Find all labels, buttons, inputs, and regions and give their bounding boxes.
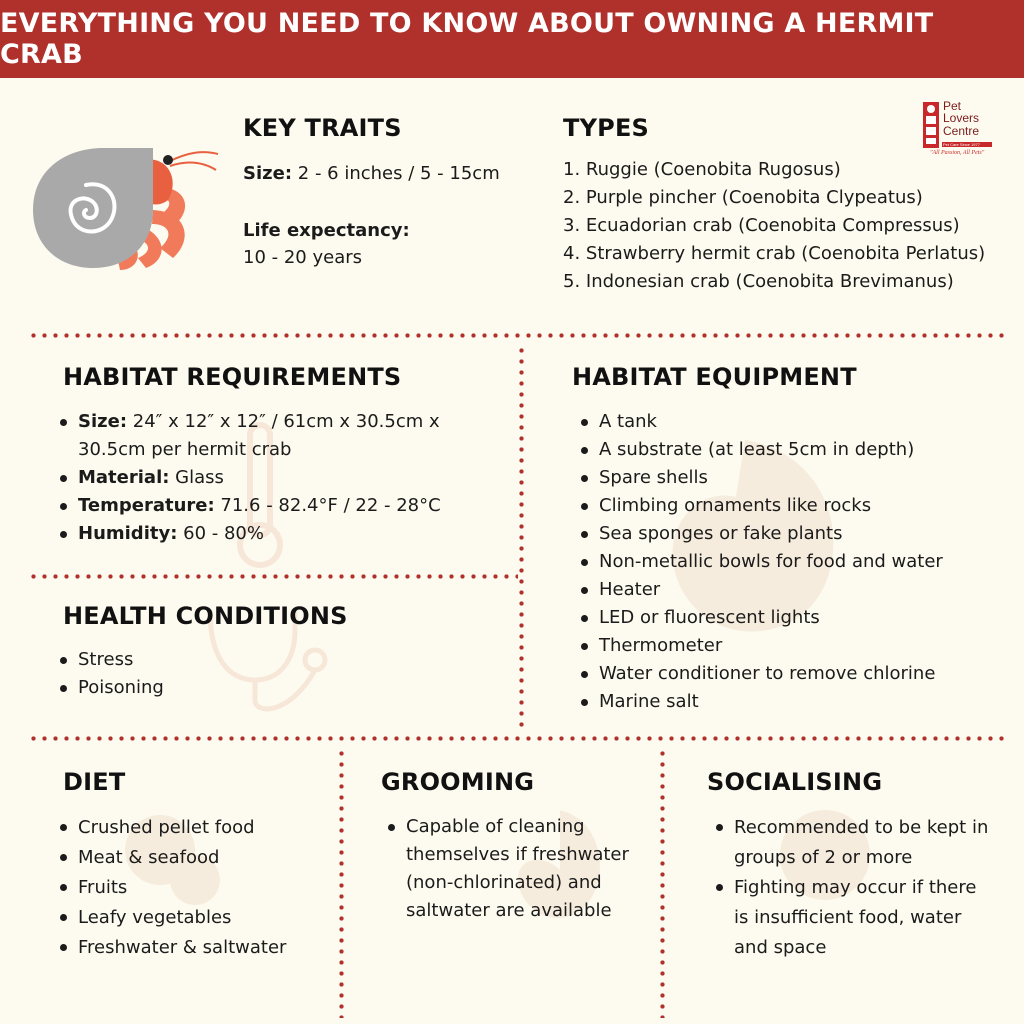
list-item: 3. Ecuadorian crab (Coenobita Compressus) bbox=[563, 215, 960, 236]
list-item: A tank bbox=[577, 408, 1017, 436]
diet-title: DIET bbox=[63, 768, 126, 796]
list-item: Capable of cleaning themselves if freshwater (non-chlorinated) and saltwater are available bbox=[384, 813, 634, 925]
habitat-equipment-title: HABITAT EQUIPMENT bbox=[572, 363, 857, 391]
types-list bbox=[563, 156, 1013, 296]
divider-middle-vertical bbox=[519, 345, 524, 733]
logo-tagline: Pet Care Since 1977 bbox=[943, 142, 980, 147]
key-traits-title: KEY TRAITS bbox=[243, 114, 402, 142]
requirement-value: 71.6 - 82.4°F / 22 - 28°C bbox=[220, 495, 441, 516]
list-item: Freshwater & saltwater bbox=[56, 933, 326, 963]
habitat-requirements-list bbox=[56, 408, 496, 548]
list-item: Non-metallic bowls for food and water bbox=[577, 548, 1017, 576]
types-title: TYPES bbox=[563, 114, 650, 142]
habitat-equipment-list bbox=[577, 408, 1017, 716]
logo-text-centre: Centre bbox=[943, 124, 980, 138]
grooming-title: GROOMING bbox=[381, 768, 535, 796]
requirement-value: 60 - 80% bbox=[183, 523, 264, 544]
list-item: LED or fluorescent lights bbox=[577, 604, 1017, 632]
list-item: 4. Strawberry hermit crab (Coenobita Perlatus) bbox=[563, 243, 986, 264]
requirement-value: 24″ x 12″ x 12″ / 61cm x 30.5cm x 30.5cm per hermit crab bbox=[78, 411, 440, 460]
list-item bbox=[56, 464, 496, 492]
size-value: 2 - 6 inches / 5 - 15cm bbox=[297, 163, 500, 184]
life-expectancy-label: Life expectancy: bbox=[243, 220, 410, 241]
health-conditions-title: HEALTH CONDITIONS bbox=[63, 602, 348, 630]
list-item: Leafy vegetables bbox=[56, 903, 326, 933]
page-header bbox=[0, 0, 1024, 78]
list-item: A substrate (at least 5cm in depth) bbox=[577, 436, 1017, 464]
list-item: Crushed pellet food bbox=[56, 813, 326, 843]
list-item: 5. Indonesian crab (Coenobita Brevimanus) bbox=[563, 271, 954, 292]
list-item: Fighting may occur if there is insufficient food, water and space bbox=[712, 873, 992, 963]
life-expectancy-value: 10 - 20 years bbox=[243, 247, 363, 268]
list-item bbox=[56, 520, 496, 548]
list-item: 2. Purple pincher (Coenobita Clypeatus) bbox=[563, 187, 923, 208]
page-title: EVERYTHING YOU NEED TO KNOW ABOUT OWNING A HERMIT CRAB bbox=[0, 8, 934, 70]
pet-lovers-centre-logo bbox=[922, 100, 1014, 158]
divider-top bbox=[28, 333, 1004, 338]
list-item: Heater bbox=[577, 576, 1017, 604]
list-item bbox=[56, 492, 496, 520]
health-conditions-list bbox=[56, 646, 476, 702]
requirement-label: Size: bbox=[78, 411, 128, 432]
divider-bottom bbox=[28, 736, 1004, 741]
list-item: Poisoning bbox=[56, 674, 476, 702]
list-item: Sea sponges or fake plants bbox=[577, 520, 1017, 548]
requirement-value: Glass bbox=[175, 467, 224, 488]
requirement-label: Temperature: bbox=[78, 495, 215, 516]
list-item: Water conditioner to remove chlorine bbox=[577, 660, 1017, 688]
divider-bottom-left-vertical bbox=[339, 748, 344, 1018]
list-item: Spare shells bbox=[577, 464, 1017, 492]
list-item bbox=[56, 408, 496, 464]
list-item: Recommended to be kept in groups of 2 or more bbox=[712, 813, 992, 873]
list-item: Climbing ornaments like rocks bbox=[577, 492, 1017, 520]
requirement-label: Material: bbox=[78, 467, 170, 488]
list-item: Marine salt bbox=[577, 688, 1017, 716]
habitat-requirements-title: HABITAT REQUIREMENTS bbox=[63, 363, 402, 391]
requirement-label: Humidity: bbox=[78, 523, 178, 544]
size-label: Size: bbox=[243, 163, 293, 184]
key-traits-size bbox=[243, 160, 543, 188]
list-item: Thermometer bbox=[577, 632, 1017, 660]
logo-text-pet: Pet bbox=[943, 99, 962, 113]
grooming-list bbox=[384, 813, 634, 925]
socialising-list bbox=[712, 813, 992, 963]
logo-text-lovers: Lovers bbox=[943, 111, 980, 125]
divider-left-middle bbox=[28, 574, 518, 579]
list-item: Meat & seafood bbox=[56, 843, 326, 873]
list-item: 1. Ruggie (Coenobita Rugosus) bbox=[563, 159, 841, 180]
logo-slogan: "All Passion, All Pets" bbox=[930, 150, 985, 156]
list-item: Fruits bbox=[56, 873, 326, 903]
hermit-crab-illustration bbox=[28, 140, 223, 275]
list-item: Stress bbox=[56, 646, 476, 674]
diet-list bbox=[56, 813, 326, 963]
socialising-title: SOCIALISING bbox=[707, 768, 883, 796]
divider-bottom-right-vertical bbox=[660, 748, 665, 1018]
